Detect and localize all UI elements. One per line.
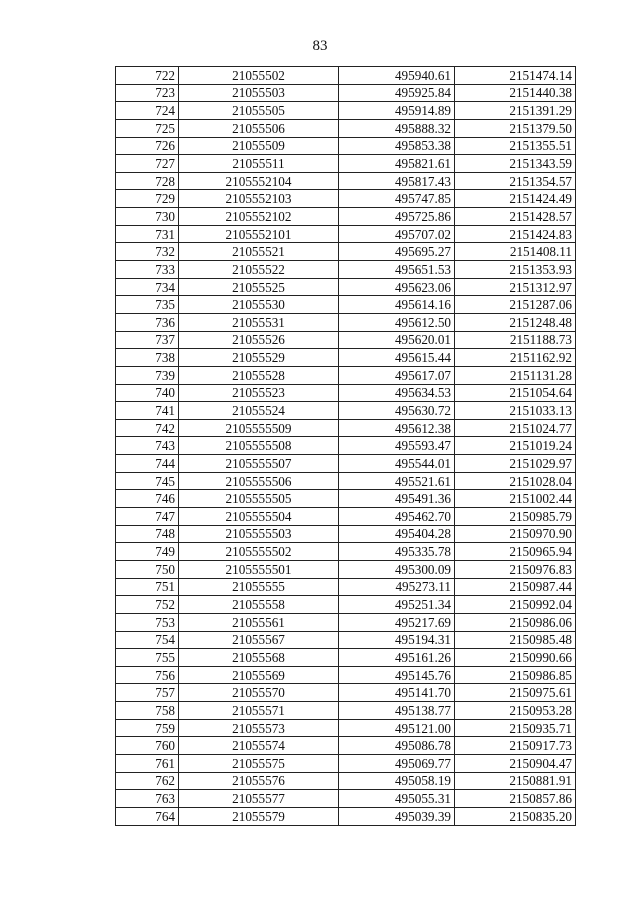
point-id-cell: 21055505: [179, 102, 339, 120]
point-id-cell: 2105555507: [179, 455, 339, 473]
x-coordinate-cell: 495925.84: [339, 84, 455, 102]
point-id-cell: 21055530: [179, 296, 339, 314]
row-number-cell: 724: [116, 102, 179, 120]
row-number-cell: 762: [116, 772, 179, 790]
x-coordinate-cell: 495817.43: [339, 172, 455, 190]
y-coordinate-cell: 2150990.66: [455, 649, 576, 667]
y-coordinate-cell: 2150986.06: [455, 613, 576, 631]
point-id-cell: 21055522: [179, 261, 339, 279]
x-coordinate-cell: 495462.70: [339, 508, 455, 526]
point-id-cell: 21055568: [179, 649, 339, 667]
x-coordinate-cell: 495251.34: [339, 596, 455, 614]
x-coordinate-cell: 495725.86: [339, 208, 455, 226]
point-id-cell: 21055571: [179, 702, 339, 720]
table-row: [116, 349, 576, 367]
row-number-cell: 742: [116, 419, 179, 437]
y-coordinate-cell: 2150835.20: [455, 807, 576, 825]
coordinates-table-body: [116, 67, 576, 826]
y-coordinate-cell: 2151424.83: [455, 225, 576, 243]
point-id-cell: 21055503: [179, 84, 339, 102]
table-row: [116, 684, 576, 702]
row-number-cell: 725: [116, 119, 179, 137]
x-coordinate-cell: 495615.44: [339, 349, 455, 367]
row-number-cell: 749: [116, 543, 179, 561]
x-coordinate-cell: 495335.78: [339, 543, 455, 561]
y-coordinate-cell: 2151248.48: [455, 313, 576, 331]
y-coordinate-cell: 2150992.04: [455, 596, 576, 614]
y-coordinate-cell: 2151028.04: [455, 472, 576, 490]
x-coordinate-cell: 495888.32: [339, 119, 455, 137]
x-coordinate-cell: 495707.02: [339, 225, 455, 243]
table-row: [116, 137, 576, 155]
table-row: [116, 649, 576, 667]
row-number-cell: 747: [116, 508, 179, 526]
table-row: [116, 402, 576, 420]
point-id-cell: 2105555506: [179, 472, 339, 490]
table-row: [116, 807, 576, 825]
x-coordinate-cell: 495634.53: [339, 384, 455, 402]
row-number-cell: 726: [116, 137, 179, 155]
point-id-cell: 21055574: [179, 737, 339, 755]
row-number-cell: 758: [116, 702, 179, 720]
x-coordinate-cell: 495161.26: [339, 649, 455, 667]
row-number-cell: 754: [116, 631, 179, 649]
point-id-cell: 2105555503: [179, 525, 339, 543]
x-coordinate-cell: 495544.01: [339, 455, 455, 473]
x-coordinate-cell: 495121.00: [339, 719, 455, 737]
row-number-cell: 752: [116, 596, 179, 614]
table-row: [116, 384, 576, 402]
row-number-cell: 759: [116, 719, 179, 737]
table-row: [116, 437, 576, 455]
table-row: [116, 472, 576, 490]
y-coordinate-cell: 2151019.24: [455, 437, 576, 455]
table-row: [116, 243, 576, 261]
table-row: [116, 190, 576, 208]
y-coordinate-cell: 2151353.93: [455, 261, 576, 279]
point-id-cell: 21055576: [179, 772, 339, 790]
x-coordinate-cell: 495273.11: [339, 578, 455, 596]
row-number-cell: 738: [116, 349, 179, 367]
table-row: [116, 331, 576, 349]
x-coordinate-cell: 495055.31: [339, 790, 455, 808]
point-id-cell: 2105552103: [179, 190, 339, 208]
y-coordinate-cell: 2150975.61: [455, 684, 576, 702]
x-coordinate-cell: 495145.76: [339, 666, 455, 684]
x-coordinate-cell: 495612.50: [339, 313, 455, 331]
y-coordinate-cell: 2151440.38: [455, 84, 576, 102]
point-id-cell: 21055561: [179, 613, 339, 631]
row-number-cell: 760: [116, 737, 179, 755]
table-row: [116, 296, 576, 314]
row-number-cell: 734: [116, 278, 179, 296]
table-row: [116, 455, 576, 473]
row-number-cell: 733: [116, 261, 179, 279]
y-coordinate-cell: 2150985.79: [455, 508, 576, 526]
point-id-cell: 2105555508: [179, 437, 339, 455]
x-coordinate-cell: 495620.01: [339, 331, 455, 349]
table-row: [116, 596, 576, 614]
y-coordinate-cell: 2151029.97: [455, 455, 576, 473]
table-row: [116, 67, 576, 85]
point-id-cell: 2105555505: [179, 490, 339, 508]
x-coordinate-cell: 495491.36: [339, 490, 455, 508]
table-row: [116, 737, 576, 755]
point-id-cell: 21055558: [179, 596, 339, 614]
x-coordinate-cell: 495217.69: [339, 613, 455, 631]
table-row: [116, 225, 576, 243]
x-coordinate-cell: 495747.85: [339, 190, 455, 208]
point-id-cell: 21055528: [179, 366, 339, 384]
x-coordinate-cell: 495141.70: [339, 684, 455, 702]
y-coordinate-cell: 2151033.13: [455, 402, 576, 420]
y-coordinate-cell: 2150987.44: [455, 578, 576, 596]
x-coordinate-cell: 495623.06: [339, 278, 455, 296]
table-row: [116, 702, 576, 720]
y-coordinate-cell: 2150881.91: [455, 772, 576, 790]
x-coordinate-cell: 495695.27: [339, 243, 455, 261]
row-number-cell: 729: [116, 190, 179, 208]
table-row: [116, 490, 576, 508]
table-row: [116, 366, 576, 384]
row-number-cell: 735: [116, 296, 179, 314]
y-coordinate-cell: 2151162.92: [455, 349, 576, 367]
table-row: [116, 525, 576, 543]
row-number-cell: 727: [116, 155, 179, 173]
point-id-cell: 2105555502: [179, 543, 339, 561]
point-id-cell: 2105552102: [179, 208, 339, 226]
table-row: [116, 119, 576, 137]
point-id-cell: 21055555: [179, 578, 339, 596]
x-coordinate-cell: 495853.38: [339, 137, 455, 155]
x-coordinate-cell: 495039.39: [339, 807, 455, 825]
table-row: [116, 543, 576, 561]
y-coordinate-cell: 2150953.28: [455, 702, 576, 720]
row-number-cell: 756: [116, 666, 179, 684]
row-number-cell: 755: [116, 649, 179, 667]
y-coordinate-cell: 2151024.77: [455, 419, 576, 437]
table-row: [116, 719, 576, 737]
x-coordinate-cell: 495821.61: [339, 155, 455, 173]
x-coordinate-cell: 495593.47: [339, 437, 455, 455]
point-id-cell: 2105555501: [179, 560, 339, 578]
point-id-cell: 21055529: [179, 349, 339, 367]
y-coordinate-cell: 2151474.14: [455, 67, 576, 85]
point-id-cell: 21055575: [179, 754, 339, 772]
table-row: [116, 261, 576, 279]
table-row: [116, 208, 576, 226]
table-row: [116, 666, 576, 684]
x-coordinate-cell: 495614.16: [339, 296, 455, 314]
row-number-cell: 746: [116, 490, 179, 508]
point-id-cell: 21055524: [179, 402, 339, 420]
row-number-cell: 751: [116, 578, 179, 596]
row-number-cell: 741: [116, 402, 179, 420]
table-row: [116, 84, 576, 102]
point-id-cell: 21055573: [179, 719, 339, 737]
row-number-cell: 722: [116, 67, 179, 85]
row-number-cell: 745: [116, 472, 179, 490]
x-coordinate-cell: 495940.61: [339, 67, 455, 85]
point-id-cell: 21055577: [179, 790, 339, 808]
table-row: [116, 419, 576, 437]
point-id-cell: 21055531: [179, 313, 339, 331]
y-coordinate-cell: 2151391.29: [455, 102, 576, 120]
x-coordinate-cell: 495914.89: [339, 102, 455, 120]
row-number-cell: 732: [116, 243, 179, 261]
page-number: 83: [312, 38, 328, 54]
x-coordinate-cell: 495194.31: [339, 631, 455, 649]
point-id-cell: 21055511: [179, 155, 339, 173]
x-coordinate-cell: 495630.72: [339, 402, 455, 420]
y-coordinate-cell: 2151287.06: [455, 296, 576, 314]
point-id-cell: 2105555509: [179, 419, 339, 437]
row-number-cell: 728: [116, 172, 179, 190]
row-number-cell: 731: [116, 225, 179, 243]
x-coordinate-cell: 495404.28: [339, 525, 455, 543]
y-coordinate-cell: 2151424.49: [455, 190, 576, 208]
table-row: [116, 172, 576, 190]
point-id-cell: 2105552101: [179, 225, 339, 243]
row-number-cell: 763: [116, 790, 179, 808]
row-number-cell: 753: [116, 613, 179, 631]
point-id-cell: 21055521: [179, 243, 339, 261]
y-coordinate-cell: 2151354.57: [455, 172, 576, 190]
table-row: [116, 772, 576, 790]
row-number-cell: 750: [116, 560, 179, 578]
row-number-cell: 737: [116, 331, 179, 349]
y-coordinate-cell: 2150857.86: [455, 790, 576, 808]
row-number-cell: 730: [116, 208, 179, 226]
point-id-cell: 21055567: [179, 631, 339, 649]
y-coordinate-cell: 2151428.57: [455, 208, 576, 226]
y-coordinate-cell: 2151312.97: [455, 278, 576, 296]
y-coordinate-cell: 2151408.11: [455, 243, 576, 261]
x-coordinate-cell: 495058.19: [339, 772, 455, 790]
y-coordinate-cell: 2150935.71: [455, 719, 576, 737]
x-coordinate-cell: 495617.07: [339, 366, 455, 384]
y-coordinate-cell: 2151131.28: [455, 366, 576, 384]
row-number-cell: 723: [116, 84, 179, 102]
y-coordinate-cell: 2150985.48: [455, 631, 576, 649]
row-number-cell: 739: [116, 366, 179, 384]
row-number-cell: 757: [116, 684, 179, 702]
table-row: [116, 155, 576, 173]
y-coordinate-cell: 2151355.51: [455, 137, 576, 155]
x-coordinate-cell: 495612.38: [339, 419, 455, 437]
row-number-cell: 740: [116, 384, 179, 402]
table-row: [116, 754, 576, 772]
y-coordinate-cell: 2150970.90: [455, 525, 576, 543]
table-row: [116, 313, 576, 331]
point-id-cell: 21055569: [179, 666, 339, 684]
y-coordinate-cell: 2151054.64: [455, 384, 576, 402]
y-coordinate-cell: 2150917.73: [455, 737, 576, 755]
table-row: [116, 278, 576, 296]
table-row: [116, 613, 576, 631]
x-coordinate-cell: 495521.61: [339, 472, 455, 490]
row-number-cell: 764: [116, 807, 179, 825]
x-coordinate-cell: 495086.78: [339, 737, 455, 755]
x-coordinate-cell: 495138.77: [339, 702, 455, 720]
x-coordinate-cell: 495069.77: [339, 754, 455, 772]
x-coordinate-cell: 495651.53: [339, 261, 455, 279]
table-row: [116, 560, 576, 578]
point-id-cell: 21055506: [179, 119, 339, 137]
y-coordinate-cell: 2151188.73: [455, 331, 576, 349]
y-coordinate-cell: 2150904.47: [455, 754, 576, 772]
point-id-cell: 21055502: [179, 67, 339, 85]
table-row: [116, 790, 576, 808]
row-number-cell: 743: [116, 437, 179, 455]
y-coordinate-cell: 2150965.94: [455, 543, 576, 561]
point-id-cell: 21055526: [179, 331, 339, 349]
y-coordinate-cell: 2150976.83: [455, 560, 576, 578]
row-number-cell: 744: [116, 455, 179, 473]
row-number-cell: 761: [116, 754, 179, 772]
table-row: [116, 102, 576, 120]
coordinates-table: [115, 66, 576, 826]
point-id-cell: 21055509: [179, 137, 339, 155]
point-id-cell: 21055579: [179, 807, 339, 825]
point-id-cell: 21055570: [179, 684, 339, 702]
y-coordinate-cell: 2151002.44: [455, 490, 576, 508]
row-number-cell: 736: [116, 313, 179, 331]
table-row: [116, 578, 576, 596]
point-id-cell: 2105555504: [179, 508, 339, 526]
table-row: [116, 508, 576, 526]
table-row: [116, 631, 576, 649]
row-number-cell: 748: [116, 525, 179, 543]
point-id-cell: 21055523: [179, 384, 339, 402]
y-coordinate-cell: 2151379.50: [455, 119, 576, 137]
y-coordinate-cell: 2151343.59: [455, 155, 576, 173]
point-id-cell: 21055525: [179, 278, 339, 296]
x-coordinate-cell: 495300.09: [339, 560, 455, 578]
y-coordinate-cell: 2150986.85: [455, 666, 576, 684]
point-id-cell: 2105552104: [179, 172, 339, 190]
